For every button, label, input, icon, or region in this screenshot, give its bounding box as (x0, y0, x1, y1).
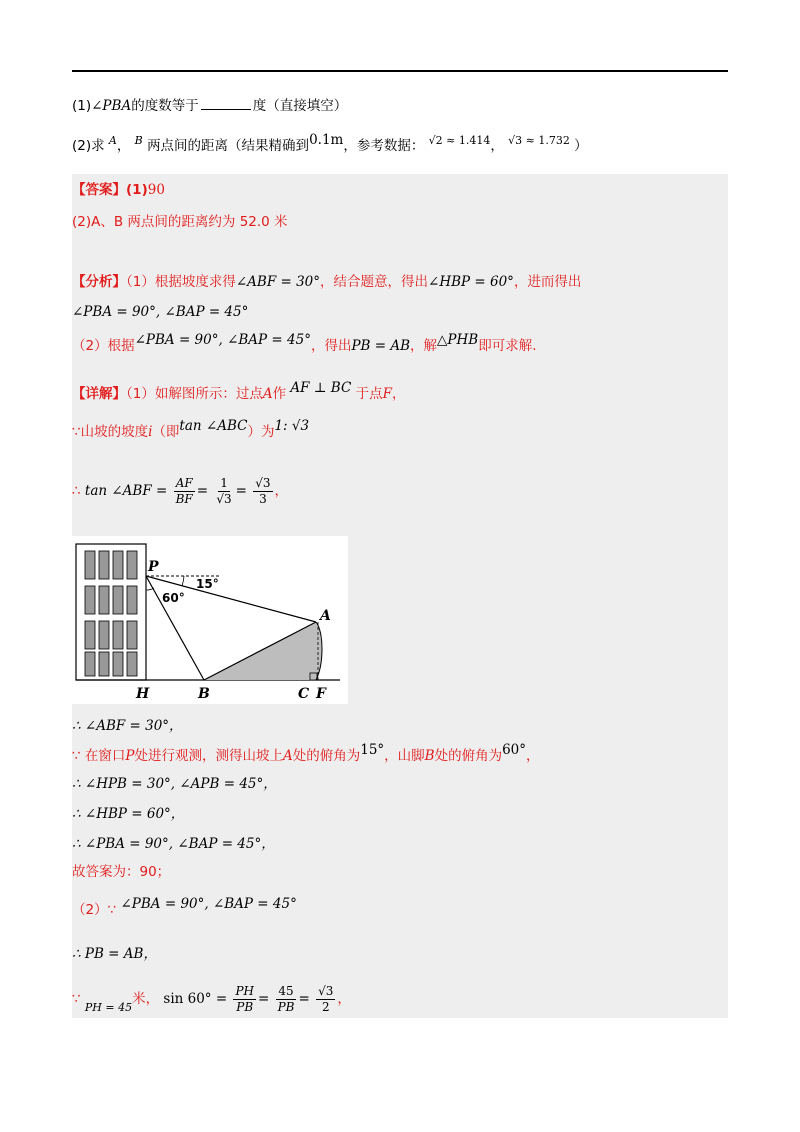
detail-text-4: ， (391, 386, 406, 402)
detail-text-2: 作 (272, 386, 287, 402)
fraction-denominator: 3 (259, 491, 267, 506)
step-7-text: （2）∵ (72, 902, 117, 918)
fill-blank (201, 97, 251, 110)
fraction-numerator: PH (235, 983, 254, 998)
analysis-text-2: ，结合题意，得出 (320, 274, 429, 290)
analysis-eq-hbp: ∠HBP = 60° (428, 274, 514, 290)
step-9-unit: 米， (132, 991, 160, 1007)
step-9-ph: PH = 45 (84, 1001, 133, 1014)
fraction-ph-pb (233, 984, 256, 1015)
detail-slope-i: i (148, 424, 153, 440)
detail-eq-tan: tan ∠ABC (179, 418, 248, 434)
q1-label: (1) (72, 98, 92, 114)
q1-expr: ∠PBA (91, 98, 132, 114)
building-windows (85, 551, 137, 676)
label-h: H (136, 686, 150, 702)
fraction-denominator: PB (236, 999, 254, 1014)
analysis-text-7: 即可求解. (478, 338, 537, 354)
step-2-point-a: A (282, 748, 293, 764)
step-7-eq: ∠PBA = 90°, ∠BAP = 45° (120, 896, 297, 912)
step-2-text-4: ，山脚 (384, 748, 425, 764)
q2-point-a: A (108, 134, 117, 147)
detail-text-6: （即 (152, 424, 180, 440)
step-2-text-5: 处的俯角为 (434, 748, 503, 764)
step-4-eq: ∴ ∠HBP = 60°， (72, 806, 185, 822)
q1-text: 的度数等于 (131, 98, 199, 114)
q2-close: ） (574, 138, 588, 154)
answer-tag: 【答案】 (72, 182, 126, 198)
fraction-sqrt3-2 (316, 984, 335, 1015)
q2-point-b: B (134, 134, 143, 147)
analysis-text: （1）根据坡度求得 (126, 274, 236, 290)
step-9: ∵ $_{PH = 45}$米， sin 60° = $\frac{PH}{PB}$ = $\frac{45}{PB}$ = $\frac{√3}{2}$ ， (72, 983, 351, 1014)
analysis-eq-angles: ∠PBA = 90°, ∠BAP = 45° (72, 304, 249, 320)
angle-arc-15 (182, 576, 184, 586)
q2-sqrt2: √2 ≈ 1.414 (428, 134, 491, 147)
step-7 (72, 896, 297, 920)
fraction-numerator: √3 (255, 475, 271, 490)
analysis-eq-angles-2: ∠PBA = 90°, ∠BAP = 45° (134, 332, 311, 348)
answer-line-1 (72, 180, 165, 200)
question-2: (2)求 $^A$， $^B$ 两点间的距离（结果精确到0.1m，参考数据： $^{√2 \approx 1.414}$， $^{√3 \approx 1.732}$ ） (72, 132, 588, 154)
detail-text-5: 山坡的坡度 (80, 424, 149, 440)
answer-p2-prefix: (2) (72, 214, 92, 230)
step-2-text-3: 处的俯角为 (292, 748, 361, 764)
label-c: C (298, 686, 310, 702)
analysis-text-4: （2）根据 (72, 338, 135, 354)
analysis-line-2 (72, 302, 248, 322)
q2-sep: ， (116, 138, 131, 154)
fraction-45-pb (276, 984, 297, 1015)
detail-point-f: F (382, 386, 392, 402)
answer-p1-value: 90 (147, 182, 165, 198)
step-6 (72, 862, 170, 882)
q1-text-end: 度（直接填空） (252, 98, 348, 114)
step-1-eq: ∴ ∠ABF = 30°， (72, 718, 183, 734)
angle-arc-60 (146, 588, 154, 590)
detail-text-3: 于点 (355, 386, 383, 402)
step-3 (72, 774, 277, 794)
fraction-denominator: 2 (321, 999, 330, 1014)
fraction-af-bf (174, 476, 195, 507)
fraction-denominator: √3 (216, 491, 232, 506)
therefore-symbol: ∴ (72, 483, 81, 499)
question-1 (72, 96, 347, 116)
detail-tan-lhs: tan ∠ABF = (84, 483, 168, 499)
step-2-text: ∵ 在窗口 (72, 748, 126, 764)
step-1 (72, 716, 183, 736)
q2-label: (2)求 (72, 138, 105, 154)
detail-end: ， (274, 483, 289, 499)
label-f: F (316, 686, 326, 702)
analysis-tag: 【分析】 (72, 274, 126, 290)
step-2-end: ， (526, 748, 540, 764)
analysis-line-3 (72, 332, 537, 356)
fraction-numerator: AF (175, 475, 193, 490)
step-2-angle-60: 60° (502, 742, 527, 758)
answer-p1-label: (1) (126, 182, 148, 198)
detail-line-3: ∴ tan ∠ABF = $\frac{AF}{BF}$ = $\frac{1}{√3}$ = $\frac{√3}{3}$ ， (72, 475, 289, 506)
step-9-sin: sin 60° = (163, 991, 228, 1007)
step-4 (72, 804, 184, 824)
step-5-eq: ∴ ∠PBA = 90°, ∠BAP = 45°， (72, 836, 275, 852)
step-2-angle-15: 15° (360, 742, 385, 758)
step-9-end: ， (337, 991, 351, 1007)
fraction-sqrt3-3 (253, 476, 272, 507)
label-angle-60: 60° (162, 591, 185, 605)
fraction-1-sqrt3 (214, 476, 233, 507)
detail-line-1 (72, 380, 406, 404)
analysis-triangle: △PHB (437, 332, 479, 348)
step-8 (72, 944, 157, 964)
step-2-point-b: B (424, 748, 435, 764)
label-a: A (320, 608, 331, 624)
analysis-text-3: ，进而得出 (513, 274, 582, 290)
answer-line-2 (72, 212, 288, 232)
header-rule (72, 70, 728, 72)
detail-text: （1）如解图所示：过点 (126, 386, 263, 402)
because-symbol-2: ∵ (72, 991, 81, 1007)
because-symbol: ∵ (72, 424, 81, 440)
analysis-text-6: ，解 (410, 338, 438, 354)
q2-text: 两点间的距离（结果精确到 (147, 138, 310, 154)
q2-ref: ，参考数据： (343, 138, 425, 154)
fraction-numerator: 45 (278, 983, 294, 998)
step-2-point-p: P (125, 748, 135, 764)
answer-p2-text: A、B 两点间的距离约为 52.0 米 (91, 214, 288, 230)
q2-precision: 0.1m (309, 132, 344, 148)
step-8-eq: ∴ PB = AB， (72, 946, 157, 962)
detail-eq-perp: AF ⊥ BC (290, 380, 352, 396)
analysis-eq-abf: ∠ABF = 30° (235, 274, 321, 290)
figure-svg (72, 536, 348, 704)
fraction-numerator: 1 (220, 475, 228, 490)
step-2 (72, 742, 540, 766)
detail-point-a: A (262, 386, 273, 402)
detail-line-2 (72, 418, 310, 442)
analysis-line-1 (72, 272, 581, 292)
q2-sqrt3: √3 ≈ 1.732 (508, 134, 570, 147)
analysis-text-5: ，得出 (310, 338, 352, 354)
fraction-denominator: BF (175, 491, 193, 506)
detail-text-7: ）为 (247, 424, 275, 440)
step-2-text-2: 处进行观测，测得山坡上 (134, 748, 283, 764)
step-5 (72, 834, 275, 854)
geometry-figure (72, 536, 348, 704)
step-3-eq: ∴ ∠HPB = 30°, ∠APB = 45°， (72, 776, 277, 792)
label-angle-15: 15° (196, 577, 219, 591)
fraction-numerator: √3 (318, 983, 334, 998)
detail-ratio: 1: √3 (274, 418, 310, 434)
label-p: P (148, 559, 159, 575)
detail-tag: 【详解】 (72, 386, 126, 402)
analysis-eq-pb-ab: PB = AB (351, 338, 411, 354)
step-6-text: 故答案为：90； (72, 864, 171, 880)
fraction-denominator: PB (277, 999, 295, 1014)
label-b: B (198, 686, 210, 702)
